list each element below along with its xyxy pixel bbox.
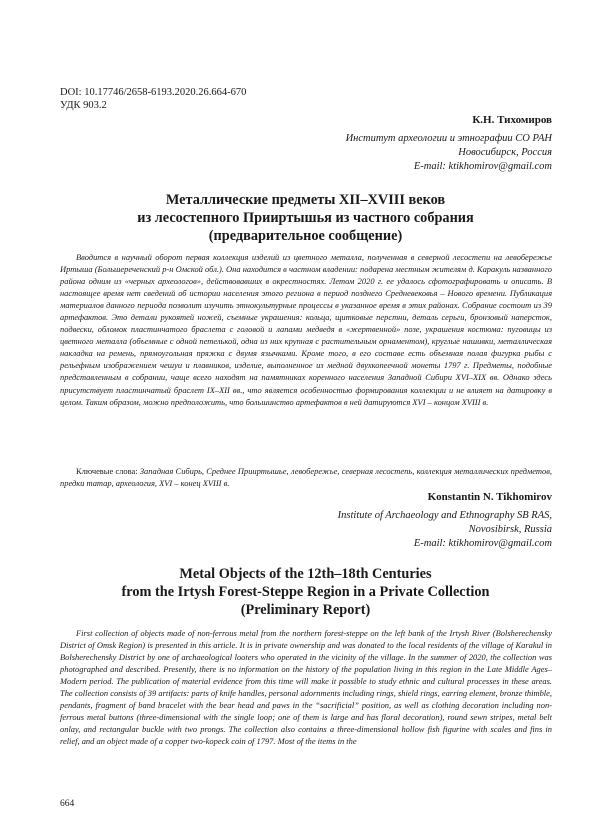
en-title-line: (Preliminary Report) — [240, 602, 371, 618]
en-author-block — [338, 490, 552, 551]
ru-title-line: (предварительное сообщение) — [208, 228, 403, 244]
doi: DOI: 10.17746/2658-6193.2020.26.664-670 — [60, 87, 247, 98]
ru-author-name: К.Н. Тихомиров — [472, 114, 552, 126]
en-author-name: Konstantin N. Tikhomirov — [427, 491, 552, 503]
en-email: E-mail: ktikhomirov@gmail.com — [413, 538, 552, 549]
ru-keywords-label: Ключевые слова: — [76, 466, 138, 476]
ru-affiliation-city: Новосибирск, Россия — [458, 147, 552, 158]
ru-title-line: Металлические предметы XII–XVIII веков — [165, 192, 446, 208]
page-number: 664 — [60, 799, 75, 809]
ru-keywords-text: Западная Сибирь, Среднее Прииртышье, левобережье, северная лесостепь, коллекция металлических предметов, предки татар, археология, XVI – конец XVIII в. — [60, 466, 553, 489]
ru-title — [80, 191, 531, 245]
ru-keywords — [60, 465, 552, 489]
ru-affiliation-line: Институт археологии и этнографии СО РАН — [345, 133, 552, 144]
ru-abstract: Вводится в научный оборот первая коллекция изделий из цветного металла, полученная в северной лесостепи на левобережье Иртыша (Большереченский р-н Омской обл.). Она находится в частном владении: подарена местным жителям д. Каракуль названного района одним из «черных археологов», действовавших в окрестностях. Летом 2020 г. ее удалось сфотографировать и описать. В настоящее время нет сведений об истории населения этого региона в период позднего Средневековья – Нового времени. Публикация материалов данного периода позволит изучить этнокультурные процессы в указанное время в этих районах. Собрание состоит из 39 артефактов. Это детали рукоятей ножей, съемные украшения: кольца, щитковые перстни, деталь серьги, бронзовый наперсток, подвески, обломок пластинчатого браслета с головой и лапами медведя в «жертвенной» позе, украшения костюма: пуговицы из цветного металла (объемные с одной петелькой, одна из них крупная с растительным орнаментом), круглые нашивки, металлическая накладка на ремень, прямоугольная пряжка с двумя язычками. Кроме того, в его составе есть объемная полая фигурка рыбы с рельефным изображением чешуи и плавников, изделие, выполненное из медной двухкопеечной монеты 1797 г. Предметы, подобные представленным в собрании, чаще всего находят на памятниках коренного населения Западной Сибири XVI–XIX вв. Однако здесь присутствует пластинчатый браслет IX–XII вв., что является особенностью формирования коллекции и не влияет на датировку в целом. Таким образом, можно предположить, что большинство артефактов в ней датируются XVI – концом XVIII в. — [60, 252, 552, 407]
en-affiliation-line: Institute of Archaeology and Ethnography SB RAS, — [337, 510, 552, 521]
en-abstract: First collection of objects made of non-ferrous metal from the northern forest-steppe on the left bank of the Irtysh River (Bolsherechensky District of Omsk Region) is presented in this article. It is in private ownership and was donated to the local residents of the village of Karakul in Bolsherechensky District by one of archaeological looters who operated in the vicinity of the village. In the summer of 2020, the collection was photographed and described. Presently, there is no information on the history of the population living in this region in the Late Middle Ages–Modern period. The publication of material evidence from this time will make it possible to study ethnic and cultural processes in these areas. The collection consists of 39 artifacts: parts of knife handles, personal adornments including rings, shield rings, earring element, bronze thimble, pendants, fragment of band bracelet with the bear head and paws in the “sacrificial” position, as well as clothing decoration including non-ferrous metal buttons (three-dimensional with the single loop; one of them is large and has floral decoration), round sewn stripes, metal belt onlay, and rectangular buckle with two prongs. The collection also contains a three-dimensional hollow fish figurine with scales and fins in relief, and an object made of a copper two-kopeck coin of 1797. Most of the items in the — [60, 628, 552, 747]
ru-title-line: из лесостепного Прииртышья из частного собрания — [137, 210, 474, 226]
en-title — [80, 565, 531, 619]
udc: УДК 903.2 — [60, 100, 107, 111]
ru-author-block — [346, 113, 552, 174]
en-title-line: Metal Objects of the 12th–18th Centuries — [179, 566, 432, 582]
en-affiliation-city: Novosibirsk, Russia — [468, 524, 552, 535]
doi-udc-block — [60, 86, 246, 112]
en-title-line: from the Irtysh Forest-Steppe Region in a Private Collection — [121, 584, 490, 600]
ru-email: E-mail: ktikhomirov@gmail.com — [413, 161, 552, 172]
